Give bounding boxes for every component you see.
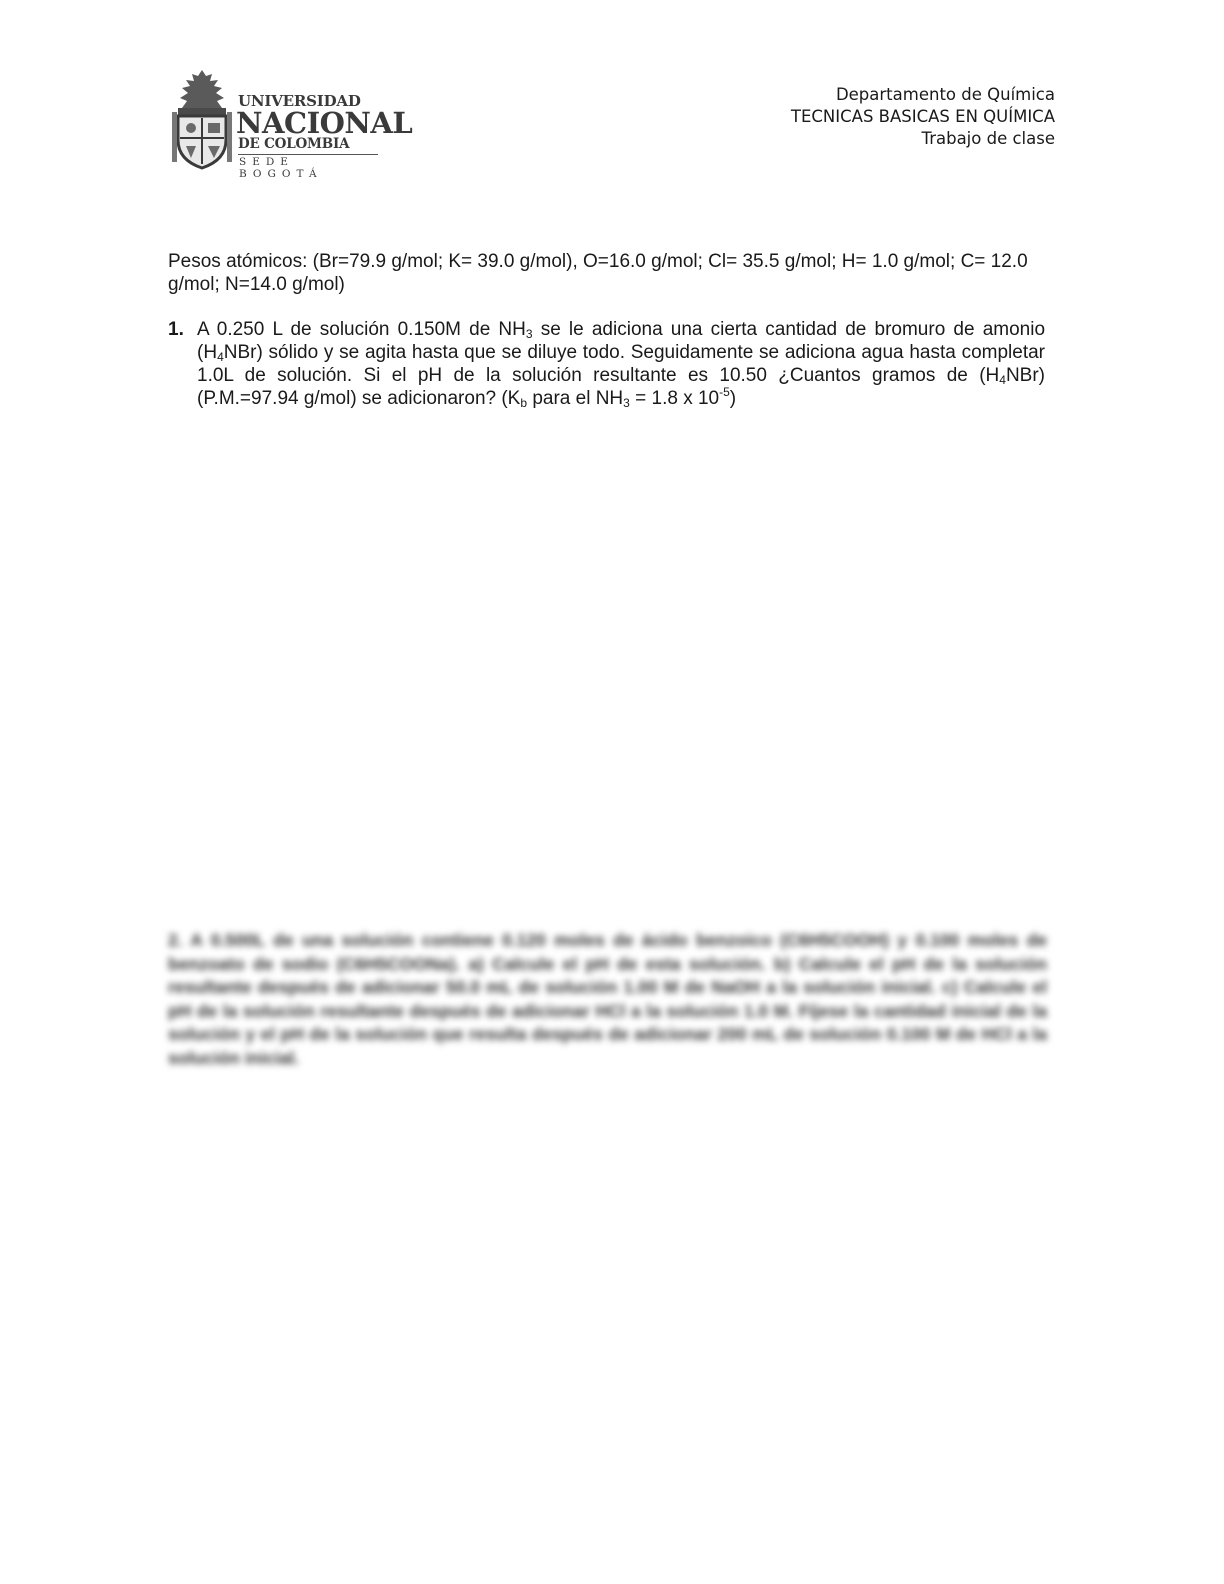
- document-header: [791, 84, 1055, 150]
- superscript: -5: [719, 385, 730, 399]
- course-name: TECNICAS BASICAS EN QUÍMICA: [790, 107, 1055, 126]
- blurred-question-2: 2. A 0.500L de una solución contiene 0.120 moles de ácido benzoico (C6H5COOH) y 0.100 moles de benzoato de sodio (C6H5COONa). a) Calcule el pH de esta solución. b) Calcule el pH de la solución resultante después de adicionar 50.0 mL de solución 1.00 M de NaOH a la solución inicial. c) Calcule el pH de la solución resultante después de adicionar HCl a la solución 1.0 M. Fíjese la cantidad inicial de la solución y el pH de la solución que resulta después de adicionar 200 mL de solución 0.100 M de HCl a la solución inicial.: [168, 930, 1047, 1068]
- question-1: [168, 318, 1045, 410]
- question-text-part: ): [729, 388, 737, 409]
- logo-divider: [238, 154, 378, 155]
- subscript: b: [520, 396, 528, 410]
- question-text-part: = 1.8 x 10: [629, 388, 720, 409]
- question-text-part: se le adiciona una cierta cantidad de bromuro de amonio (H: [197, 319, 1046, 363]
- subscript: 3: [525, 327, 533, 341]
- question-text-part: NBr) (P.M.=97.94 g/mol) se adicionaron? (K: [197, 365, 1045, 409]
- logo-line-nacional: NACIONAL: [236, 106, 413, 140]
- atomic-weights-paragraph: Pesos atómicos: (Br=79.9 g/mol; K= 39.0 g/mol), O=16.0 g/mol; Cl= 35.5 g/mol; H= 1.0 g/mol; C= 12.0 g/mol; N=14.0 g/mol): [168, 251, 1028, 295]
- subscript: 4: [217, 350, 224, 364]
- subscript: 3: [623, 396, 630, 410]
- question-number: 1.: [168, 319, 184, 340]
- subscript: 4: [999, 373, 1006, 387]
- university-logo: [172, 68, 413, 180]
- question-text: [197, 318, 1045, 410]
- university-crest-icon: [172, 68, 232, 170]
- logo-line-de-colombia: DE COLOMBIA: [238, 136, 350, 152]
- logo-line-universidad: UNIVERSIDAD: [238, 92, 361, 110]
- question-text-part: NBr) sólido y se agita hasta que se diluye todo. Seguidamente se adiciona agua hasta completar 1.0L de solución. Si el pH de la solución resultante es 10.50 ¿Cuantos gramos de (H: [197, 342, 1045, 386]
- logo-line-sede: SEDE BOGOTÁ: [239, 156, 323, 180]
- question-text-part: A 0.250 L de solución 0.150M de NH: [197, 319, 526, 340]
- document-body: [168, 250, 1045, 410]
- work-type: Trabajo de clase: [921, 129, 1055, 148]
- question-text-part: para el NH: [527, 388, 624, 409]
- department-name: Departamento de Química: [835, 85, 1055, 104]
